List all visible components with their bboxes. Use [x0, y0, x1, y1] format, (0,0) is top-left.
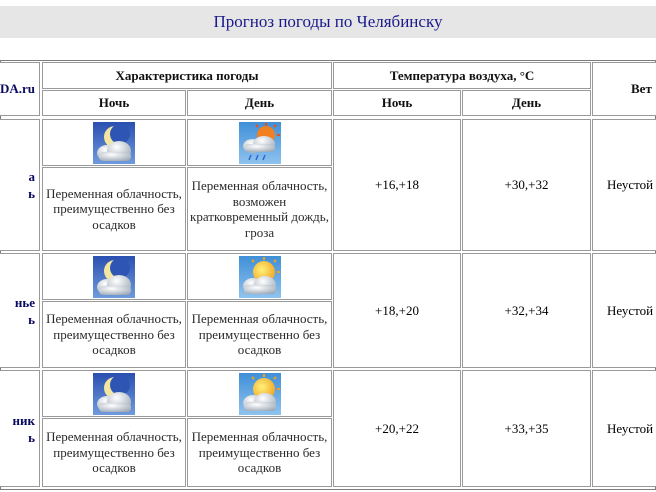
temp-night-header: Ночь: [333, 90, 461, 116]
day-icon-cell: [187, 370, 332, 417]
day-description: Переменная облачность, возможен кратковременный дождь, гроза: [187, 167, 332, 251]
night-description: Переменная облачность, преимущественно без осадков: [42, 167, 186, 251]
night-description: Переменная облачность, преимущественно без осадков: [42, 418, 186, 487]
temp-day-value: +30,+32: [462, 119, 591, 251]
temp-day-value: +32,+34: [462, 253, 591, 368]
moon-clouds-icon: [93, 373, 135, 415]
temp-night-value: +18,+20: [333, 253, 461, 368]
sun-rain-clouds-icon: [239, 122, 281, 164]
weather-night-header: Ночь: [42, 90, 186, 116]
sun-clouds-icon: [239, 373, 281, 415]
sun-clouds-icon: [239, 256, 281, 298]
day-description: Переменная облачность, преимущественно без осадков: [187, 301, 332, 368]
temp-night-value: +20,+22: [333, 370, 461, 487]
wind-value: Неустой: [592, 370, 656, 487]
temp-day-value: +33,+35: [462, 370, 591, 487]
air-temperature-header: Температура воздуха, °С: [333, 62, 591, 89]
page-title: Прогноз погоды по Челябинску: [213, 12, 443, 31]
day-icon-cell: [187, 253, 332, 300]
wind-header: Вет: [592, 62, 656, 116]
night-icon-cell: [42, 119, 186, 166]
day-icon-cell: [187, 119, 332, 166]
site-header: DA.ru: [0, 62, 40, 116]
night-description: Переменная облачность, преимущественно без осадков: [42, 301, 186, 368]
wind-value: Неустой: [592, 253, 656, 368]
wind-value: Неустой: [592, 119, 656, 251]
day-name-cell: а ь: [0, 119, 40, 251]
day-name-cell: ник ь: [0, 370, 40, 487]
temp-night-value: +16,+18: [333, 119, 461, 251]
day-description: Переменная облачность, преимущественно без осадков: [187, 418, 332, 487]
moon-clouds-icon: [93, 256, 135, 298]
moon-clouds-icon: [93, 122, 135, 164]
weather-day-header: День: [187, 90, 332, 116]
day-name-cell: нье ь: [0, 253, 40, 368]
night-icon-cell: [42, 253, 186, 300]
page-title-bar: [0, 6, 656, 38]
temp-day-header: День: [462, 90, 591, 116]
night-icon-cell: [42, 370, 186, 417]
weather-characteristics-header: Характеристика погоды: [42, 62, 332, 89]
